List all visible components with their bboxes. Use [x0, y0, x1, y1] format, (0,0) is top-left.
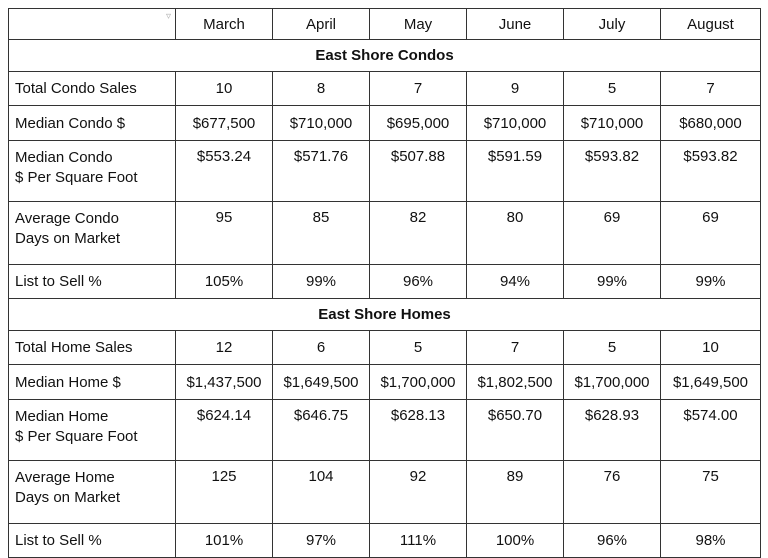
home-median-price-row — [9, 365, 761, 400]
row-label-line: Days on Market — [15, 489, 121, 506]
table-cell: $628.13 — [370, 400, 467, 461]
condo-median-price-row — [9, 106, 761, 141]
section-title-condos: East Shore Condos — [9, 40, 761, 72]
row-label: Median Condo $ — [9, 106, 176, 141]
table-cell: $710,000 — [467, 106, 564, 141]
table-cell: $574.00 — [661, 400, 761, 461]
table-cell: 69 — [661, 202, 761, 265]
row-label-line: Average Condo — [15, 210, 119, 227]
home-total-sales-row — [9, 331, 761, 365]
row-label-line: $ Per Square Foot — [15, 428, 138, 445]
table-cell: $593.82 — [661, 141, 761, 202]
table-cell: 98% — [661, 524, 761, 558]
table-cell: 111% — [370, 524, 467, 558]
condo-median-ppsf-row — [9, 141, 761, 202]
table-cell: $680,000 — [661, 106, 761, 141]
month-header: July — [564, 9, 661, 40]
condos-section-row — [9, 40, 761, 72]
row-label-line: $ Per Square Foot — [15, 169, 138, 186]
table-cell: 5 — [370, 331, 467, 365]
table-cell: 96% — [370, 265, 467, 299]
table-cell: 89 — [467, 461, 564, 524]
table-cell: $695,000 — [370, 106, 467, 141]
table-cell: $646.75 — [273, 400, 370, 461]
table-cell: $1,700,000 — [564, 365, 661, 400]
table-cell: 104 — [273, 461, 370, 524]
row-label: Total Condo Sales — [9, 72, 176, 106]
table-cell: 69 — [564, 202, 661, 265]
table-cell: 85 — [273, 202, 370, 265]
row-label-line: Median Condo — [15, 149, 113, 166]
month-header: April — [273, 9, 370, 40]
table-cell: 80 — [467, 202, 564, 265]
row-label-line: Days on Market — [15, 230, 121, 247]
condo-avg-dom-row — [9, 202, 761, 265]
table-cell: 5 — [564, 331, 661, 365]
condo-total-sales-row — [9, 72, 761, 106]
row-label: Median Home $ — [9, 365, 176, 400]
table-cell: $1,802,500 — [467, 365, 564, 400]
month-header: August — [661, 9, 761, 40]
table-cell: 9 — [467, 72, 564, 106]
table-cell: 99% — [661, 265, 761, 299]
table-cell: 94% — [467, 265, 564, 299]
table-cell: 8 — [273, 72, 370, 106]
table-cell: 100% — [467, 524, 564, 558]
section-title-homes: East Shore Homes — [9, 299, 761, 331]
table-cell: $507.88 — [370, 141, 467, 202]
homes-section-row — [9, 299, 761, 331]
month-header-row — [9, 9, 761, 40]
table-cell: 95 — [176, 202, 273, 265]
table-cell: 97% — [273, 524, 370, 558]
table-cell: $677,500 — [176, 106, 273, 141]
row-label — [9, 461, 176, 524]
table-cell: 5 — [564, 72, 661, 106]
row-label: List to Sell % — [9, 265, 176, 299]
filter-indicator-icon: ▿ — [165, 11, 171, 22]
table-cell: 99% — [273, 265, 370, 299]
row-label: Total Home Sales — [9, 331, 176, 365]
table-cell: $591.59 — [467, 141, 564, 202]
table-cell: 92 — [370, 461, 467, 524]
home-avg-dom-row — [9, 461, 761, 524]
table-cell: $1,700,000 — [370, 365, 467, 400]
table-cell: 82 — [370, 202, 467, 265]
row-label — [9, 202, 176, 265]
table-cell: $1,649,500 — [661, 365, 761, 400]
table-cell: $650.70 — [467, 400, 564, 461]
table-cell: $710,000 — [564, 106, 661, 141]
table-cell: 12 — [176, 331, 273, 365]
market-stats-table — [8, 8, 761, 558]
condo-list-to-sell-row — [9, 265, 761, 299]
table-cell: 125 — [176, 461, 273, 524]
table-cell: 101% — [176, 524, 273, 558]
table-cell: 7 — [661, 72, 761, 106]
table-cell: 7 — [467, 331, 564, 365]
table-cell: 76 — [564, 461, 661, 524]
table-cell: 99% — [564, 265, 661, 299]
month-header: May — [370, 9, 467, 40]
table-cell: 10 — [661, 331, 761, 365]
corner-cell — [9, 9, 176, 40]
table-cell: $593.82 — [564, 141, 661, 202]
home-median-ppsf-row — [9, 400, 761, 461]
table-cell: 105% — [176, 265, 273, 299]
row-label — [9, 141, 176, 202]
table-cell: $553.24 — [176, 141, 273, 202]
table-cell: $628.93 — [564, 400, 661, 461]
table-cell: 75 — [661, 461, 761, 524]
row-label-line: Median Home — [15, 408, 109, 425]
row-label — [9, 400, 176, 461]
table-cell: $624.14 — [176, 400, 273, 461]
row-label: List to Sell % — [9, 524, 176, 558]
table-cell: $710,000 — [273, 106, 370, 141]
table-cell: 10 — [176, 72, 273, 106]
table-cell: $1,649,500 — [273, 365, 370, 400]
table-cell: 96% — [564, 524, 661, 558]
home-list-to-sell-row — [9, 524, 761, 558]
month-header: March — [176, 9, 273, 40]
table-cell: 6 — [273, 331, 370, 365]
row-label-line: Average Home — [15, 469, 115, 486]
month-header: June — [467, 9, 564, 40]
table-cell: 7 — [370, 72, 467, 106]
table-cell: $571.76 — [273, 141, 370, 202]
table-cell: $1,437,500 — [176, 365, 273, 400]
